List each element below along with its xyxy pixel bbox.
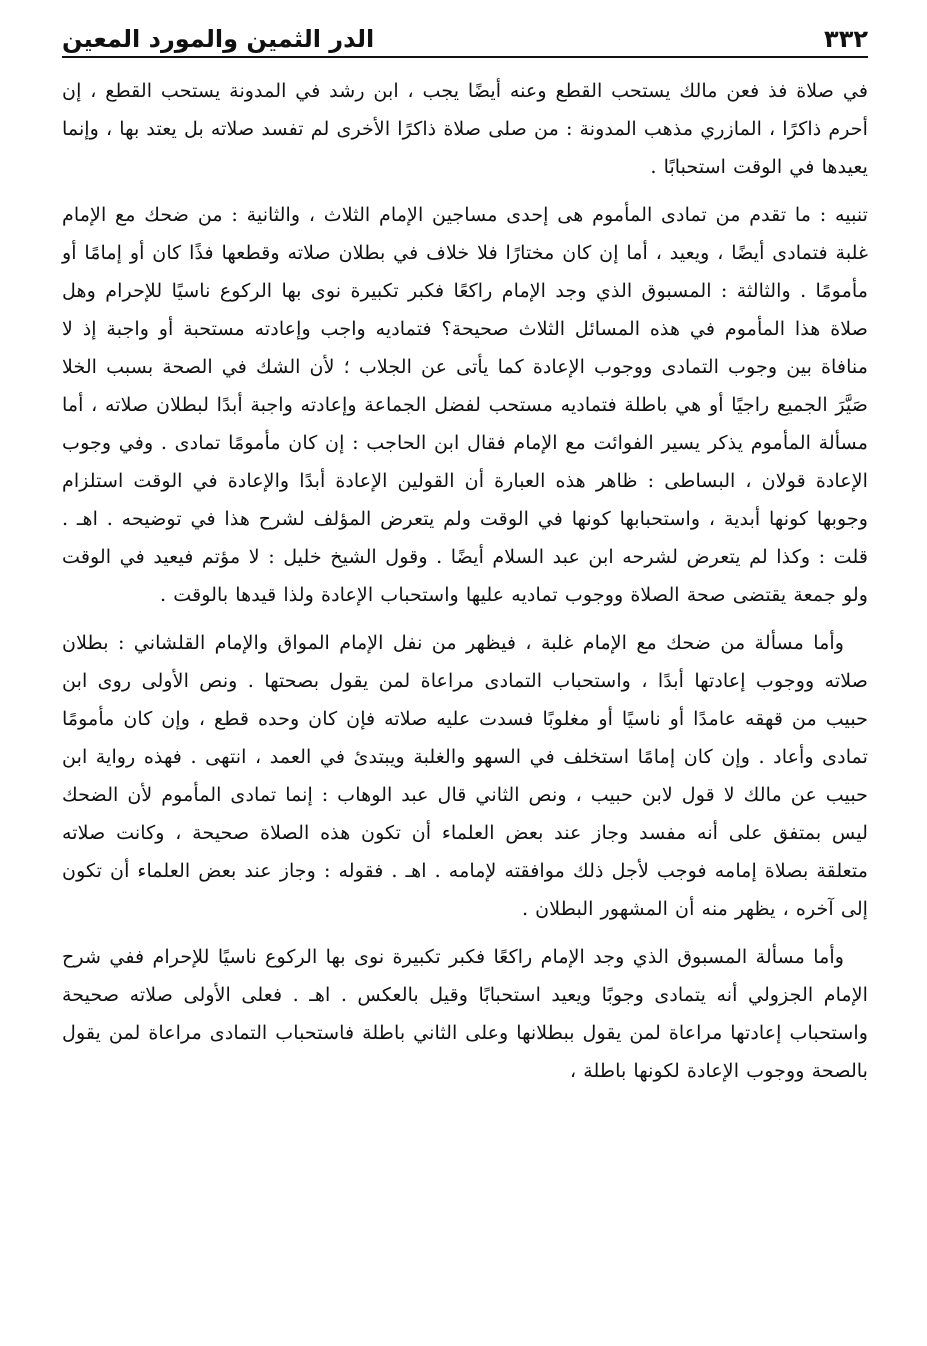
- paragraph-3: وأما مسألة من ضحك مع الإمام غلبة ، فيظهر من نفل الإمام المواق والإمام القلشاني : بطلان صلاته ووجوب إعادتها أبدًا ، واستحباب التمادى مراعاة لمن يقول بصحتها . ونص الأولى روى ابن حبيب من قهقه عامدًا أو ناسيًا أو مغلوبًا فسدت عليه صلاته فإن كان وحده قطع ، وإن كان مأمومًا تمادى وأعاد . وإن كان إمامًا استخلف في السهو والغلبة ويبتدئ في العمد ، انتهى . فهذه رواية ابن حبيب عن مالك لا قول لابن حبيب ، ونص الثاني قال عبد الوهاب : إنما تمادى المأموم لأن الضحك ليس بمتفق على أنه مفسد وجاز عند بعض العلماء أن تكون هذه الصلاة صحيحة ، وكانت صلاته متعلقة بصلاة إمامه فوجب لأجل ذلك موافقته لإمامه . اهـ . فقوله : وجاز عند بعض العلماء أن تكون إلى آخره ، يظهر منه أن المشهور البطلان .: [62, 631, 868, 920]
- book-page: [62, 14, 868, 1314]
- running-title: الدر الثمين والمورد المعين: [62, 25, 375, 53]
- page-number: ٣٣٢: [824, 25, 868, 53]
- page-header: [62, 14, 868, 58]
- paragraph-4: وأما مسألة المسبوق الذي وجد الإمام راكعًا فكبر تكبيرة نوى بها الركوع ناسيًا للإحرام ففي شرح الإمام الجزولي أنه يتمادى وجوبًا ويعيد استحبابًا وقيل بالعكس . اهـ . فعلى الأولى صلاته صحيحة واستحباب إعادتها مراعاة لمن يقول ببطلانها وعلى الثاني باطلة فاستحباب التمادى مراعاة لمن يقول بالصحة ووجوب الإعادة لكونها باطلة ،: [62, 945, 868, 1082]
- page-body: [62, 72, 868, 1090]
- paragraph-1: في صلاة فذ فعن مالك يستحب القطع وعنه أيضًا يجب ، ابن رشد في المدونة يستحب القطع ، إن أحرم ذاكرًا ، المازري مذهب المدونة : من صلى صلاة ذاكرًا الأخرى لم تفسد صلاته بل يعتد بها ، وإنما يعيدها في الوقت استحبابًا .: [62, 79, 868, 178]
- paragraph-2: تنبيه : ما تقدم من تمادى المأموم هى إحدى مساجين الإمام الثلاث ، والثانية : من ضحك مع الإمام غلبة فتمادى أيضًا ، ويعيد ، أما إن كان مختارًا فلا خلاف في بطلان صلاته وقطعها فذًا كان أو إمامًا أو مأمومًا . والثالثة : المسبوق الذي وجد الإمام راكعًا فكبر تكبيرة نوى بها الركوع ناسيًا للإحرام وهل صلاة هذا المأموم في هذه المسائل الثلاث صحيحة؟ فتماديه واجب وإعادته مستحبة أو واجبة إذ لا منافاة بين وجوب التمادى ووجوب الإعادة كما يأتى عن الجلاب ؛ لأن الشك في الصحة بسبب الخلا صَيَّرَ الجميع راجيًا أو هي باطلة فتماديه مستحب لفضل الجماعة وإعادته واجبة أبدًا لبطلان صلاته ، أما مسألة المأموم يذكر يسير الفوائت مع الإمام فقال ابن الحاجب : إن كان مأمومًا تمادى . وفي وجوب الإعادة قولان ، البساطى : ظاهر هذه العبارة أن القولين الإعادة أبدًا والإعادة في الوقت استلزام وجوبها كونها أبدية ، واستحبابها كونها في الوقت ولم يتعرض المؤلف لشرح هذا في توضيحه . اهـ . قلت : وكذا لم يتعرض لشرحه ابن عبد السلام أيضًا . وقول الشيخ خليل : لا مؤتم فيعيد في الوقت ولو جمعة يقتضى صحة الصلاة ووجوب تماديه عليها واستحباب الإعادة ولذا قيدها بالوقت .: [62, 203, 868, 606]
